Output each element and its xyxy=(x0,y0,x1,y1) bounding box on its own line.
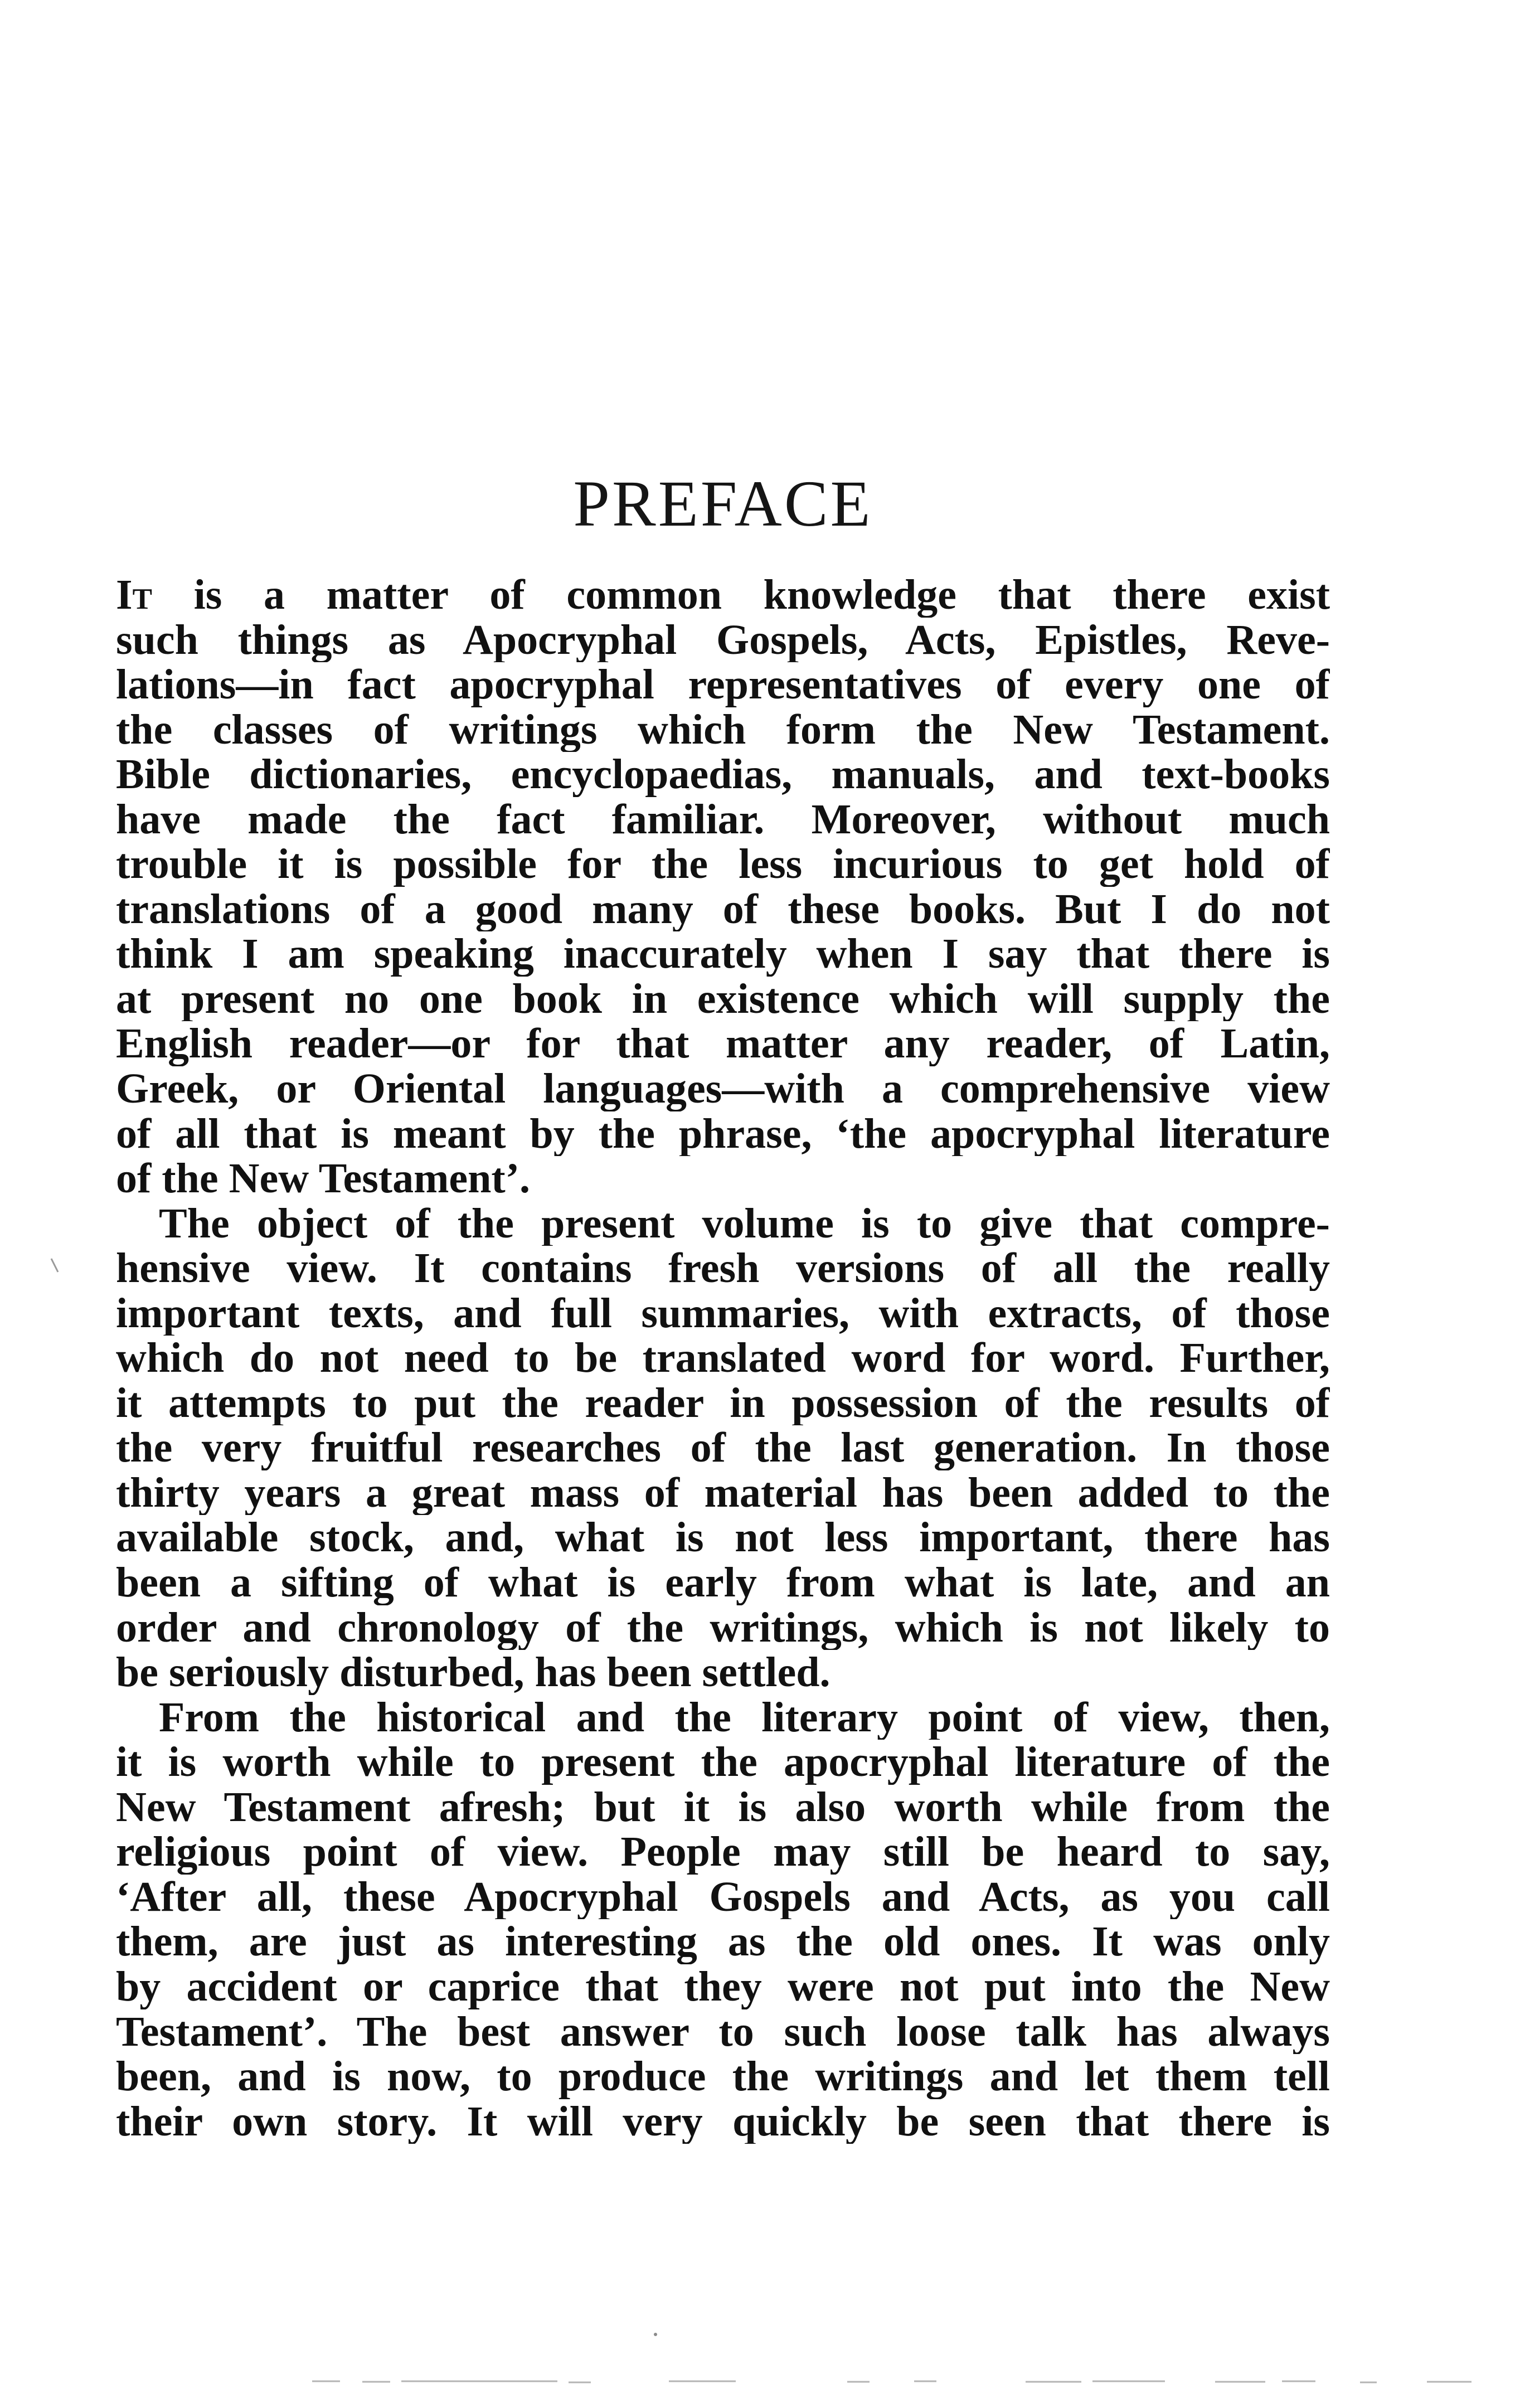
text-line-indented: From the historical and the literary point of view, then, xyxy=(159,1695,1330,1740)
text-line: which do not need to be translated word for word. Further, xyxy=(116,1336,1330,1381)
text-line: ‘After all, these Apocryphal Gospels and Acts, as you call xyxy=(116,1874,1330,1920)
text-line: thirty years a great mass of material has been added to the xyxy=(116,1470,1330,1516)
text-line: trouble it is possible for the less incurious to get hold of xyxy=(116,842,1330,887)
text-line: lations—in fact apocryphal representatives of every one of xyxy=(116,662,1330,707)
text-line: Greek, or Oriental languages—with a comprehensive view xyxy=(116,1066,1330,1111)
text-line: of all that is meant by the phrase, ‘the apocryphal literature xyxy=(116,1111,1330,1157)
text-line: hensive view. It contains fresh versions of all the really xyxy=(116,1246,1330,1291)
text-line-paragraph-end: be seriously disturbed, has been settled. xyxy=(116,1650,831,1695)
bottom-speck xyxy=(654,2333,657,2336)
text-line: think I am speaking inaccurately when I say that there is xyxy=(116,931,1330,977)
text-line: Testament’. The best answer to such loose talk has always xyxy=(116,2009,1330,2055)
text-line-paragraph-end: of the New Testament’. xyxy=(116,1156,531,1201)
text-line: the classes of writings which form the New Testament. xyxy=(116,707,1330,753)
text-line-indented: The object of the present volume is to give that compre- xyxy=(159,1201,1330,1246)
text-line: religious point of view. People may still be heard to say, xyxy=(116,1829,1330,1875)
paragraph-2 xyxy=(116,1201,1330,1695)
text-line: available stock, and, what is not less important, there has xyxy=(116,1515,1330,1561)
line-text: is a matter of common knowledge that there exist xyxy=(193,572,1330,618)
text-line: at present no one book in existence which will supply the xyxy=(116,976,1330,1022)
text-line: important texts, and full summaries, with extracts, of those xyxy=(116,1290,1330,1336)
text-line: translations of a good many of these books. But I do not xyxy=(116,886,1330,932)
text-line: have made the fact familiar. Moreover, without much xyxy=(116,797,1330,842)
margin-speck xyxy=(51,1259,58,1272)
preface-body xyxy=(116,572,1330,2144)
text-line: the very fruitful researches of the last generation. In those xyxy=(116,1425,1330,1470)
paragraph-1 xyxy=(116,572,1330,1201)
text-line: been a sifting of what is early from what is late, and an xyxy=(116,1560,1330,1605)
text-line: English reader—or for that matter any reader, of Latin, xyxy=(116,1021,1330,1067)
text-line: order and chronology of the writings, which is not likely to xyxy=(116,1605,1330,1650)
text-line: by accident or caprice that they were not put into the New xyxy=(116,1964,1330,2009)
text-line-continues: their own story. It will very quickly be seen that there is xyxy=(116,2099,1330,2144)
lead-word-small-caps: It xyxy=(116,572,152,618)
text-line: them, are just as interesting as the old ones. It was only xyxy=(116,1919,1330,1964)
text-line: Bible dictionaries, encyclopaedias, manuals, and text-books xyxy=(116,752,1330,797)
text-line xyxy=(116,572,1330,618)
text-line: such things as Apocryphal Gospels, Acts, Epistles, Reve- xyxy=(116,617,1330,663)
page-title: PREFACE xyxy=(573,467,873,540)
text-line: New Testament afresh; but it is also worth while from the xyxy=(116,1784,1330,1830)
text-line: it is worth while to present the apocryphal literature of the xyxy=(116,1740,1330,1785)
text-line: been, and is now, to produce the writings and let them tell xyxy=(116,2054,1330,2099)
paragraph-3 xyxy=(116,1695,1330,2144)
bottom-edge-streaks xyxy=(312,2381,1471,2382)
text-line: it attempts to put the reader in possession of the results of xyxy=(116,1380,1330,1426)
